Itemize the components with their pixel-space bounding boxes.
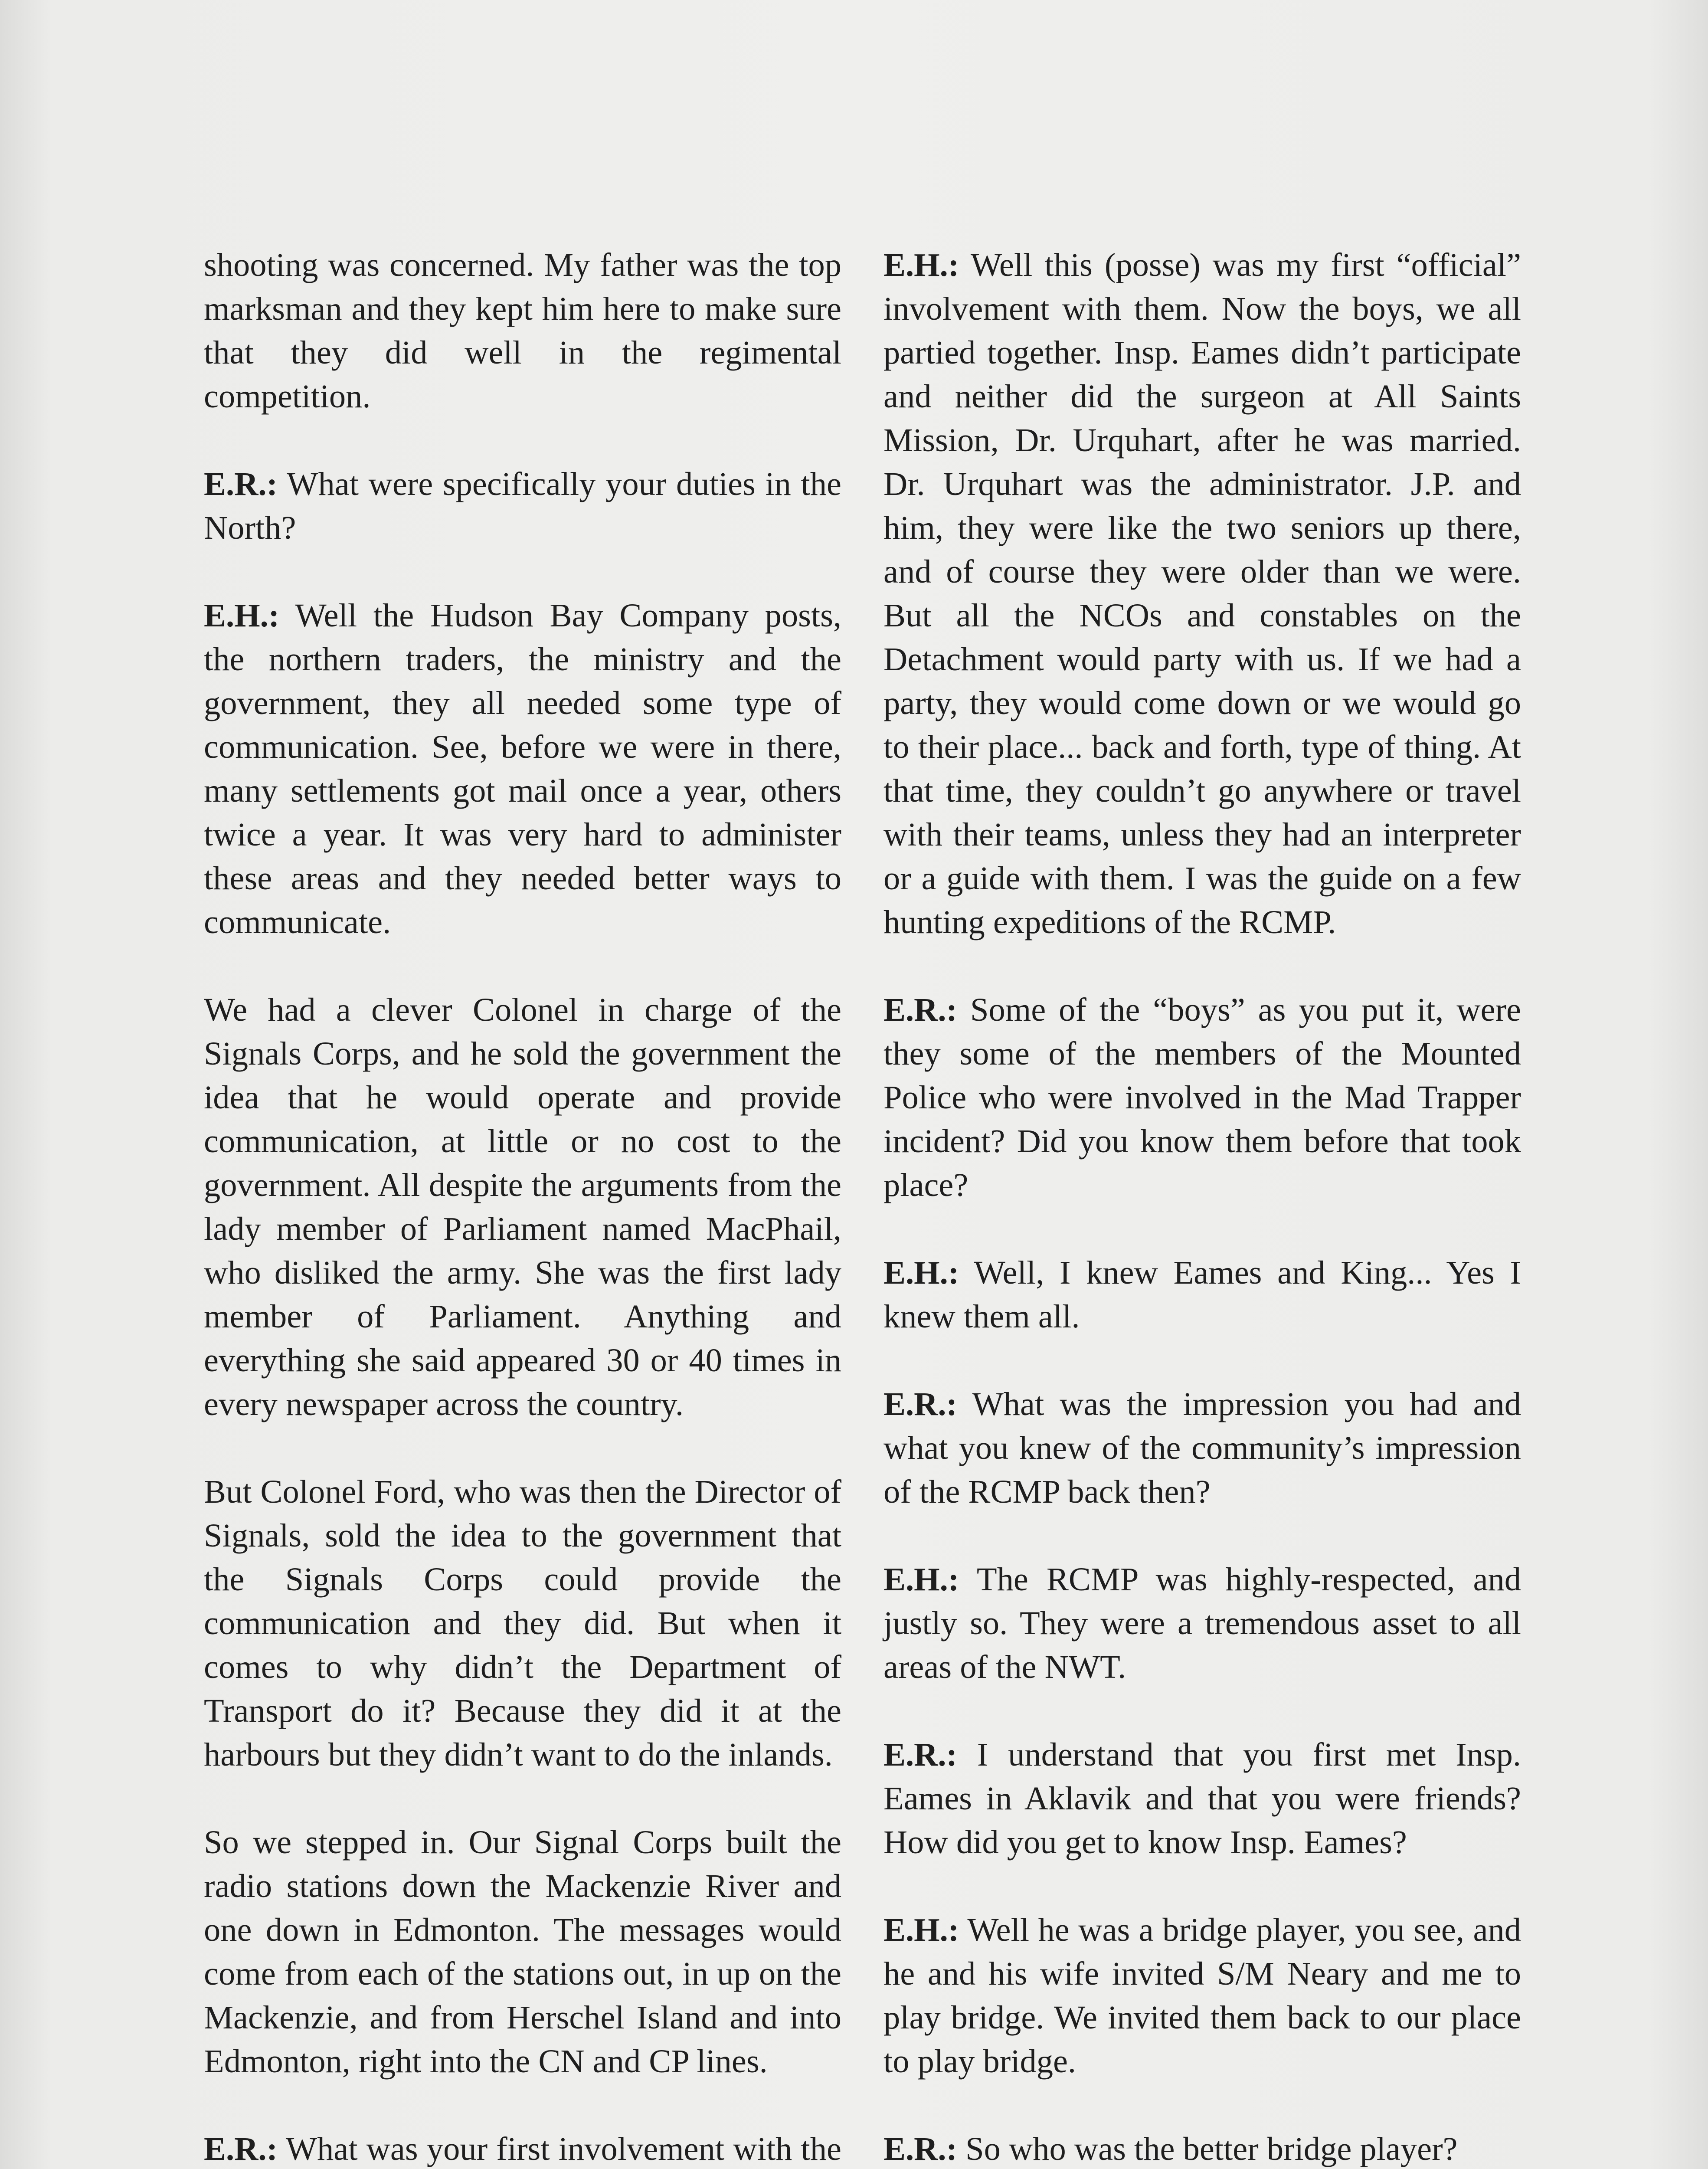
speaker-label: E.H.: bbox=[883, 1561, 959, 1598]
speaker-label: E.R.: bbox=[883, 1386, 957, 1422]
paragraph-text: So who was the better bridge player? bbox=[957, 2130, 1458, 2167]
paragraph bbox=[883, 1733, 1521, 1864]
speaker-label: E.R.: bbox=[204, 2130, 278, 2167]
paragraph bbox=[204, 243, 841, 418]
paragraph-text: What were specifically your duties in the North? bbox=[204, 465, 841, 546]
paragraph bbox=[204, 988, 841, 1426]
paragraph bbox=[204, 2127, 841, 2169]
speaker-label: E.H.: bbox=[883, 246, 959, 283]
paragraph-text: We had a clever Colonel in charge of the Signals Corps, and he sold the government the idea that he would operate and provide communication, at little or no cost to the government. All despite the arguments from the lady member of Parliament named MacPhail, who disliked the army. She was the first lady member of Parliament. Anything and everything she said appeared 30 or 40 times in every newspaper across the country. bbox=[204, 991, 841, 1422]
paragraph bbox=[883, 988, 1521, 1207]
right-column bbox=[883, 243, 1521, 2169]
paragraph-text: What was the impression you had and what you knew of the community’s impression of the RCMP back then? bbox=[883, 1386, 1521, 1510]
speaker-label: E.H.: bbox=[204, 597, 280, 634]
paragraph-text: I understand that you first met Insp. Eames in Aklavik and that you were friends? How did you get to know Insp. Eames? bbox=[883, 1736, 1521, 1861]
paragraph bbox=[204, 1820, 841, 2083]
paragraph bbox=[204, 593, 841, 944]
speaker-label: E.H.: bbox=[883, 1254, 959, 1291]
paragraph-text: shooting was concerned. My father was the top marksman and they kept him here to make sure that they did well in the regimental competition. bbox=[204, 246, 841, 415]
left-column bbox=[204, 243, 841, 2169]
paragraph-text: Well he was a bridge player, you see, and he and his wife invited S/M Neary and me to play bridge. We invited them back to our place to play bridge. bbox=[883, 1911, 1521, 2080]
paragraph-text: What was your first involvement with the bbox=[285, 2130, 841, 2167]
paragraph bbox=[883, 2127, 1521, 2169]
paragraph-text: Well this (posse) was my first “official” involvement with them. Now the boys, we all partied together. Insp. Eames didn’t participate and neither did the surgeon at All Saints Mission, Dr. Urquhart, after he was married. Dr. Urquhart was the administrator. J.P. and him, they were like the two seniors up there, and of course they were older than we were. But all the NCOs and constables on the Detachment would party with us. If we had a party, they would come down or we would go to their place... back and forth, type of thing. At that time, they couldn’t go anywhere or travel with their teams, unless they had an interpreter or a guide with them. I was the guide on a few hunting expeditions of the RCMP. bbox=[883, 246, 1521, 940]
paragraph-text: Some of the “boys” as you put it, were they some of the members of the Mounted Police who were involved in the Mad Trapper incident? Did you know them before that took place? bbox=[883, 991, 1521, 1203]
paragraph-text: The RCMP was highly-respected, and justly so. They were a tremendous asset to all areas of the NWT. bbox=[883, 1561, 1521, 1685]
paragraph bbox=[883, 243, 1521, 944]
speaker-label: E.H.: bbox=[883, 1911, 959, 1948]
paragraph-text: Well, I knew Eames and King... Yes I knew them all. bbox=[883, 1254, 1521, 1335]
paragraph bbox=[204, 462, 841, 550]
speaker-label: E.R.: bbox=[883, 991, 957, 1028]
paragraph bbox=[883, 1251, 1521, 1338]
paragraph bbox=[883, 1382, 1521, 1514]
paragraph-text: But Colonel Ford, who was then the Director of Signals, sold the idea to the government that the Signals Corps could provide the communication and they did. But when it comes to why didn’t the Department of Transport do it? Because they did it at the harbours but they didn’t want to do the inlands. bbox=[204, 1473, 841, 1773]
paragraph bbox=[883, 1557, 1521, 1689]
speaker-label: E.R.: bbox=[883, 1736, 957, 1773]
paragraph bbox=[883, 1908, 1521, 2083]
speaker-label: E.R.: bbox=[204, 465, 278, 502]
paragraph-text: So we stepped in. Our Signal Corps built the radio stations down the Mackenzie River and one down in Edmonton. The messages would come from each of the stations out, in up on the Mackenzie, and from Herschel Island and into Edmonton, right into the CN and CP lines. bbox=[204, 1824, 841, 2080]
paragraph-text: Well the Hudson Bay Company posts, the northern traders, the ministry and the government, they all needed some type of communication. See, before we were in there, many settlements got mail once a year, others twice a year. It was very hard to administer these areas and they needed better ways to communicate. bbox=[204, 597, 841, 940]
paragraph bbox=[204, 1470, 841, 1776]
speaker-label: E.R.: bbox=[883, 2130, 957, 2167]
